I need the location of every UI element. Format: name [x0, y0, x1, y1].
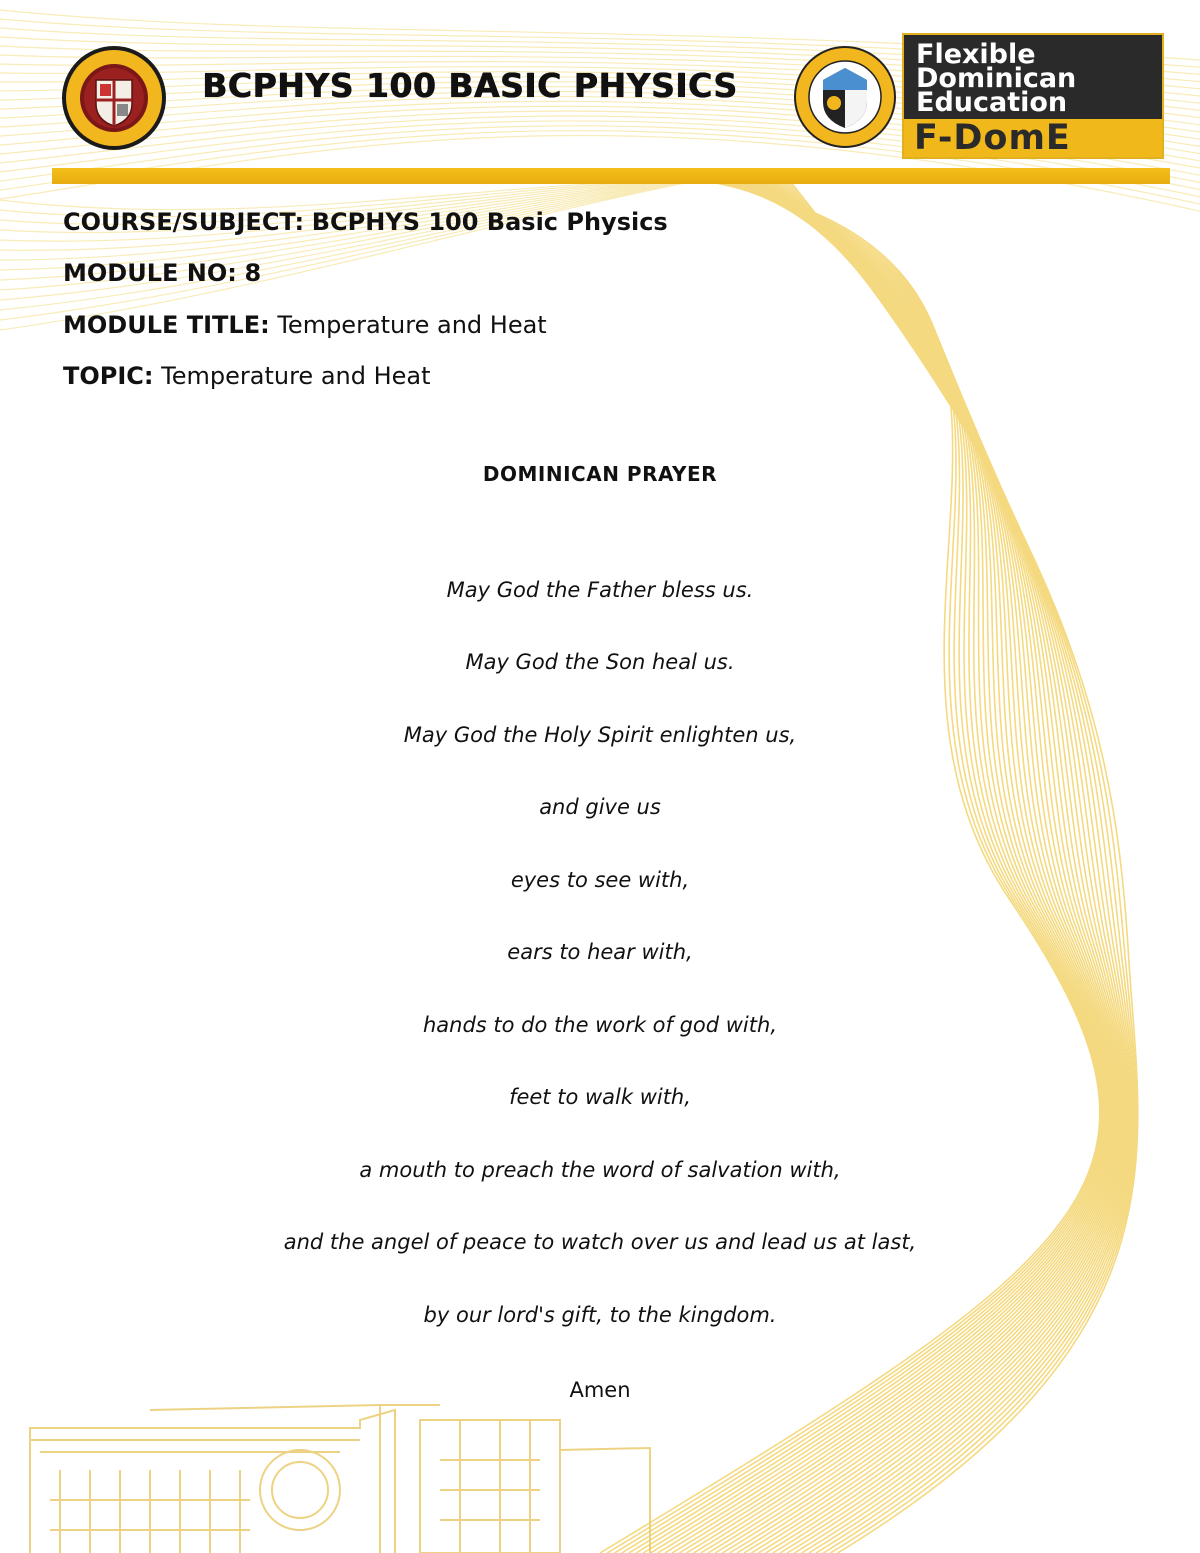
course-subject-line [63, 208, 668, 236]
university-seal-logo [793, 40, 897, 154]
module-title-value: Temperature and Heat [277, 311, 547, 339]
prayer-line: and the angel of peace to watch over us and lead us at last, [283, 1230, 917, 1254]
wave-line [614, 180, 1102, 1553]
course-header-title: BCPHYS 100 BASIC PHYSICS [202, 66, 738, 105]
prayer-line: and give us [539, 795, 661, 819]
fdome-brand: F-DomE [904, 119, 1162, 157]
prayer-line: ears to hear with, [507, 940, 693, 964]
prayer-closing: Amen [569, 1378, 631, 1402]
topic-value: Temperature and Heat [161, 362, 431, 390]
prayer-line: May God the Father bless us. [446, 578, 754, 602]
wave-line [658, 180, 1109, 1553]
prayer-line: a mouth to preach the word of salvation with, [359, 1158, 841, 1182]
module-number-line [63, 259, 261, 287]
prayer-line: feet to walk with, [509, 1085, 691, 1109]
wave-line [600, 180, 1100, 1553]
course-subject-label: COURSE/SUBJECT: [63, 208, 305, 236]
wave-line [0, 180, 700, 320]
wave-line [643, 180, 1106, 1553]
topic-label: TOPIC: [63, 362, 154, 390]
module-number-value: 8 [244, 259, 262, 287]
college-seal-logo [60, 44, 168, 152]
module-title-label: MODULE TITLE: [63, 311, 270, 339]
course-subject-value: BCPHYS 100 Basic Physics [311, 208, 668, 236]
prayer-heading: DOMINICAN PRAYER [482, 462, 718, 486]
fdome-line-flexible: Flexible [916, 39, 1036, 70]
wave-line [672, 180, 1111, 1553]
prayer-line: eyes to see with, [510, 868, 690, 892]
module-number-label: MODULE NO: [63, 259, 237, 287]
school-building-illustration [30, 1405, 650, 1553]
header-divider-bar [52, 168, 1170, 184]
fdome-line-dominican: Dominican [916, 63, 1077, 94]
fdome-line-education: Education [916, 87, 1068, 118]
prayer-line: hands to do the work of god with, [422, 1013, 777, 1037]
wave-line [0, 180, 700, 310]
module-title-line [63, 311, 547, 339]
wave-line [629, 180, 1105, 1553]
prayer-line: May God the Son heal us. [465, 650, 735, 674]
fdome-badge [902, 33, 1164, 159]
topic-line [63, 362, 431, 390]
prayer-line: May God the Holy Spirit enlighten us, [403, 723, 797, 747]
prayer-line: by our lord's gift, to the kingdom. [423, 1303, 777, 1327]
